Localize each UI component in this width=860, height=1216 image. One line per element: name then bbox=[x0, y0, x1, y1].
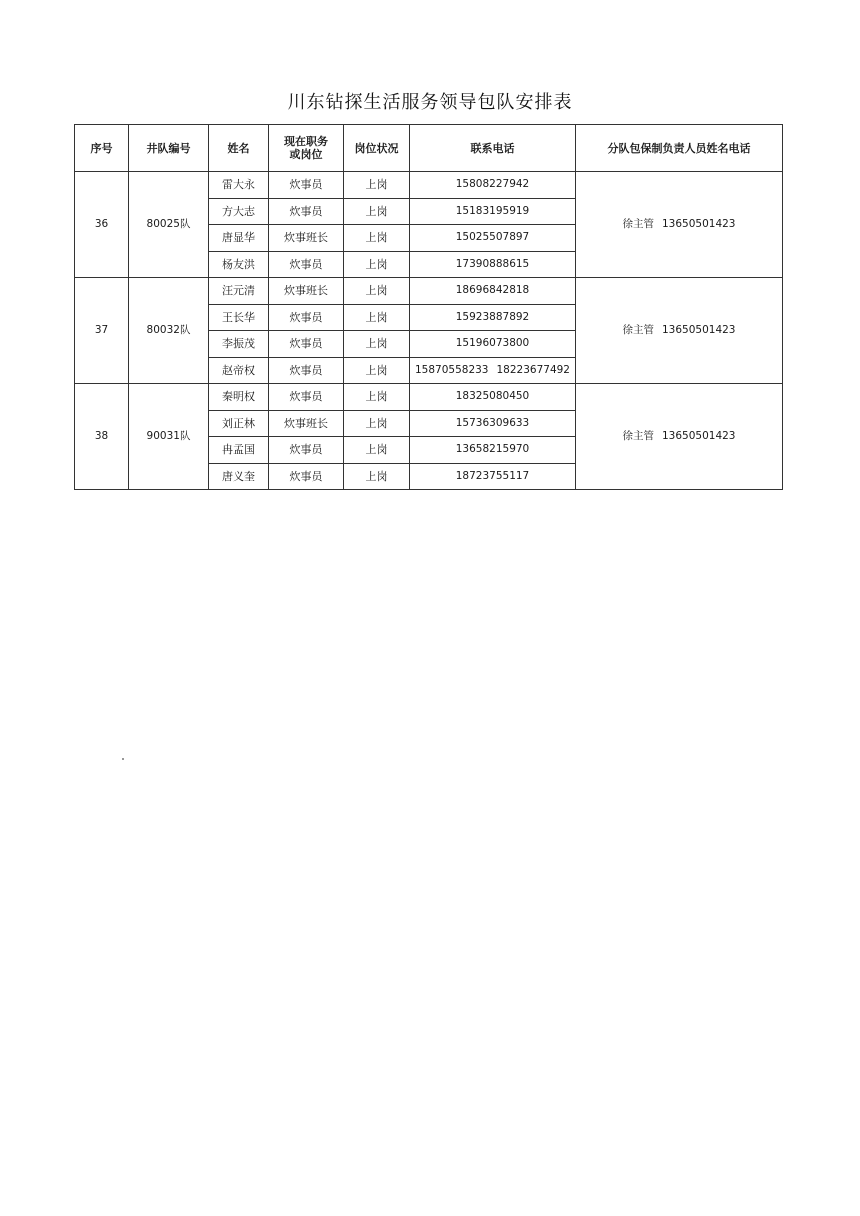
name-cell: 赵帝权 bbox=[209, 357, 269, 384]
manager-name: 徐主管 bbox=[622, 218, 654, 230]
position-cell: 炊事班长 bbox=[269, 278, 344, 305]
phone-cell: 18325080450 bbox=[410, 384, 576, 411]
phone-cell: 15808227942 bbox=[410, 172, 576, 199]
status-cell: 上岗 bbox=[344, 304, 410, 331]
position-cell: 炊事员 bbox=[269, 172, 344, 199]
header-position-line2: 或岗位 bbox=[289, 148, 323, 161]
status-cell: 上岗 bbox=[344, 172, 410, 199]
phone-cell: 17390888615 bbox=[410, 251, 576, 278]
team-no-cell: 90031队 bbox=[129, 384, 209, 490]
seq-cell: 37 bbox=[75, 278, 129, 384]
name-cell: 方大志 bbox=[209, 198, 269, 225]
position-cell: 炊事员 bbox=[269, 463, 344, 490]
scan-speck bbox=[122, 758, 124, 760]
name-cell: 刘正林 bbox=[209, 410, 269, 437]
status-cell: 上岗 bbox=[344, 225, 410, 252]
status-cell: 上岗 bbox=[344, 251, 410, 278]
status-cell: 上岗 bbox=[344, 384, 410, 411]
manager-cell bbox=[576, 172, 783, 278]
position-cell: 炊事员 bbox=[269, 384, 344, 411]
page-title: 川东钻探生活服务领导包队安排表 bbox=[287, 92, 573, 113]
name-cell: 冉孟国 bbox=[209, 437, 269, 464]
seq-cell: 36 bbox=[75, 172, 129, 278]
phone-cell: 13658215970 bbox=[410, 437, 576, 464]
position-cell: 炊事员 bbox=[269, 331, 344, 358]
header-manager: 分队包保制负责人员姓名电话 bbox=[576, 125, 783, 172]
phone-secondary: 18223677492 bbox=[496, 363, 570, 376]
header-status: 岗位状况 bbox=[344, 125, 410, 172]
position-cell: 炊事班长 bbox=[269, 410, 344, 437]
phone-cell: 18723755117 bbox=[410, 463, 576, 490]
position-cell: 炊事员 bbox=[269, 437, 344, 464]
phone-cell: 18696842818 bbox=[410, 278, 576, 305]
manager-name: 徐主管 bbox=[622, 324, 654, 336]
status-cell: 上岗 bbox=[344, 437, 410, 464]
manager-phone: 13650501423 bbox=[662, 324, 736, 336]
manager-name: 徐主管 bbox=[622, 430, 654, 442]
phone-primary: 15870558233 bbox=[415, 363, 489, 376]
name-cell: 汪元清 bbox=[209, 278, 269, 305]
status-cell: 上岗 bbox=[344, 331, 410, 358]
table-row bbox=[75, 278, 783, 305]
status-cell: 上岗 bbox=[344, 198, 410, 225]
phone-cell: 15196073800 bbox=[410, 331, 576, 358]
status-cell: 上岗 bbox=[344, 357, 410, 384]
header-team-no: 井队编号 bbox=[129, 125, 209, 172]
manager-phone: 13650501423 bbox=[662, 430, 736, 442]
team-assignment-table bbox=[74, 124, 783, 490]
header-position-line1: 现在职务 bbox=[284, 135, 328, 148]
name-cell: 雷大永 bbox=[209, 172, 269, 199]
phone-cell: 15736309633 bbox=[410, 410, 576, 437]
name-cell: 唐义奎 bbox=[209, 463, 269, 490]
table-header-row bbox=[75, 125, 783, 172]
phone-cell: 15923887892 bbox=[410, 304, 576, 331]
position-cell: 炊事班长 bbox=[269, 225, 344, 252]
status-cell: 上岗 bbox=[344, 410, 410, 437]
seq-cell: 38 bbox=[75, 384, 129, 490]
phone-cell: 15025507897 bbox=[410, 225, 576, 252]
manager-cell bbox=[576, 384, 783, 490]
name-cell: 唐显华 bbox=[209, 225, 269, 252]
header-name: 姓名 bbox=[209, 125, 269, 172]
team-no-cell: 80025队 bbox=[129, 172, 209, 278]
header-position bbox=[269, 125, 344, 172]
position-cell: 炊事员 bbox=[269, 304, 344, 331]
table-row bbox=[75, 384, 783, 411]
team-no-cell: 80032队 bbox=[129, 278, 209, 384]
header-seq: 序号 bbox=[75, 125, 129, 172]
manager-cell bbox=[576, 278, 783, 384]
name-cell: 杨友洪 bbox=[209, 251, 269, 278]
status-cell: 上岗 bbox=[344, 463, 410, 490]
status-cell: 上岗 bbox=[344, 278, 410, 305]
table-body bbox=[75, 172, 783, 490]
position-cell: 炊事员 bbox=[269, 357, 344, 384]
name-cell: 王长华 bbox=[209, 304, 269, 331]
header-phone: 联系电话 bbox=[410, 125, 576, 172]
phone-cell bbox=[410, 357, 576, 384]
position-cell: 炊事员 bbox=[269, 198, 344, 225]
position-cell: 炊事员 bbox=[269, 251, 344, 278]
phone-cell: 15183195919 bbox=[410, 198, 576, 225]
name-cell: 李振茂 bbox=[209, 331, 269, 358]
manager-phone: 13650501423 bbox=[662, 218, 736, 230]
table-row bbox=[75, 172, 783, 199]
name-cell: 秦明权 bbox=[209, 384, 269, 411]
